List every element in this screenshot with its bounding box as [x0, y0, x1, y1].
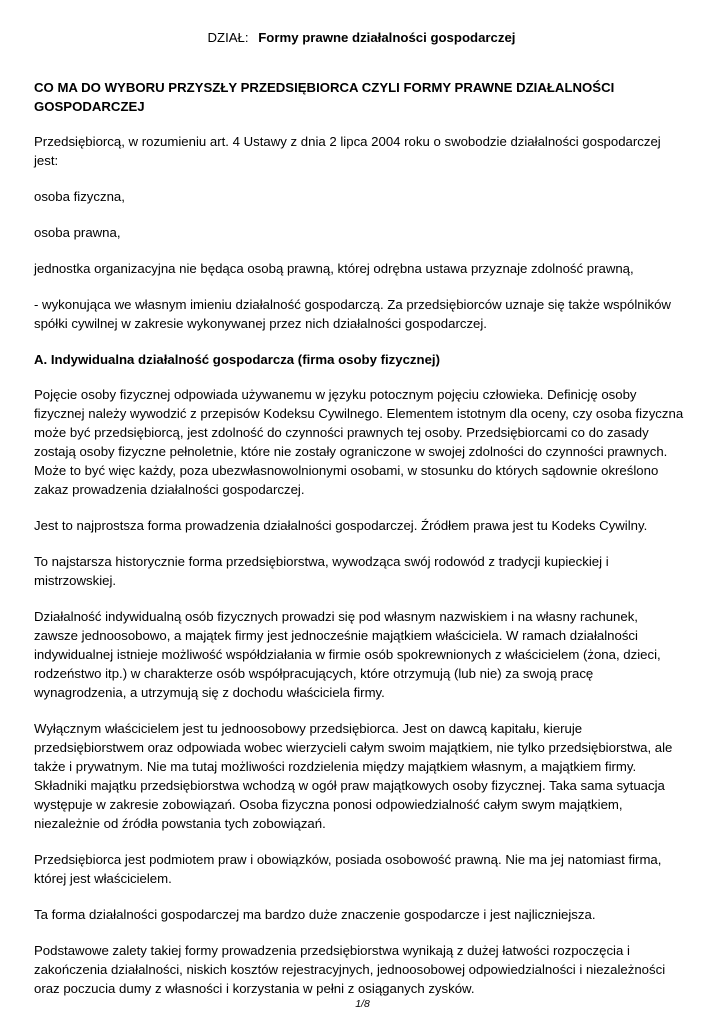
paragraph: Jest to najprostsza forma prowadzenia działalności gospodarczej. Źródłem prawa jest tu Kodeks Cywilny. — [34, 518, 648, 533]
list-item-natural-person: osoba fizyczna, — [34, 189, 125, 204]
page-number: 1/8 — [355, 998, 370, 1010]
list-item-legal-person: osoba prawna, — [34, 225, 121, 240]
section-a-heading: A. Indywidualna działalność gospodarcza (firma osoby fizycznej) — [34, 352, 440, 367]
main-title: CO MA DO WYBORU PRZYSZŁY PRZEDSIĘBIORCA CZYLI FORMY PRAWNE DZIAŁALNOŚCI GOSPODARCZEJ — [34, 80, 615, 114]
paragraph: Wyłącznym właścicielem jest tu jednoosobowy przedsiębiorca. Jest on dawcą kapitału, kieruje przedsiębiorstwem oraz odpowiada wobec wierzycieli całym swoim majątkiem, nie tylko przedsiębiorstwa, ale także i prywatnym. Nie ma tutaj możliwości rozdzielenia między majątkiem własnym, a majątkiem firmy. Składniki majątku przedsiębiorstwa wchodzą w ogół praw majątkowych osoby fizycznej. Taka sama sytuacja występuje w zakresie zobowiązań. Osoba fizyczna ponosi odpowiedzialność całym swym majątkiem, niezależnie od źródła powstania tych zobowiązań. — [34, 721, 673, 831]
paragraph: Przedsiębiorca jest podmiotem praw i obowiązków, posiada osobowość prawną. Nie ma jej natomiast firma, której jest właścicielem. — [34, 852, 662, 886]
intro-paragraph: Przedsiębiorcą, w rozumieniu art. 4 Ustawy z dnia 2 lipca 2004 roku o swobodzie działalności gospodarczej jest: — [34, 134, 661, 168]
list-item-organizational-unit: jednostka organizacyjna nie będąca osobą prawną, której odrębna ustawa przyznaje zdolność prawną, — [34, 261, 634, 276]
paragraph: Pojęcie osoby fizycznej odpowiada używanemu w języku potocznym pojęciu człowieka. Definicję osoby fizycznej należy wywodzić z przepisów Kodeksu Cywilnego. Elementem istotnym dla oceny, czy osoba fizyczna może być przedsiębiorcą, jest zdolność do czynności prawnych tej osoby. Przedsiębiorcami co do zasady zostają osoby fizyczne pełnoletnie, które nie zostały ograniczone w swojej zdolności do czynności prawnych. Może to być więc każdy, poza ubezwłasnowolnionymi osobami, w stosunku do których sądownie określono zakaz prowadzenia działalności gospodarczej. — [34, 387, 684, 497]
page-header — [34, 29, 685, 46]
paragraph: Ta forma działalności gospodarczej ma bardzo duże znaczenie gospodarcze i jest najliczniejsza. — [34, 907, 596, 922]
paragraph: Podstawowe zalety takiej formy prowadzenia przedsiębiorstwa wynikają z dużej łatwości rozpoczęcia i zakończenia działalności, niskich kosztów rejestracyjnych, jednoosobowej odpowiedzialności i niezależności oraz poczucia dumy z własności i korzystania w pełni z osiąganych zysków. — [34, 943, 666, 996]
intro-conclusion-paragraph: - wykonująca we własnym imieniu działalność gospodarczą. Za przedsiębiorców uznaje się także wspólników spółki cywilnej w zakresie wykonywanej przez nich działalności gospodarczej. — [34, 297, 671, 331]
department-title: Formy prawne działalności gospodarczej — [258, 30, 516, 45]
paragraph: To najstarsza historycznie forma przedsiębiorstwa, wywodząca swój rodowód z tradycji kupieckiej i mistrzowskiej. — [34, 554, 609, 588]
department-label: DZIAŁ: — [207, 30, 249, 45]
paragraph: Działalność indywidualną osób fizycznych prowadzi się pod własnym nazwiskiem i na własny rachunek, zawsze jednoosobowo, a majątek firmy jest jednocześnie majątkiem właściciela. W ramach działalności indywidualnej istnieje możliwość współdziałania w firmie osób spokrewnionych z właścicielem (żona, dzieci, rodzeństwo itp.) w charakterze osób współpracujących, które otrzymują (lub nie) za swoją pracę wynagrodzenia, a utrzymują się z dochodu właściciela firmy. — [34, 609, 661, 700]
